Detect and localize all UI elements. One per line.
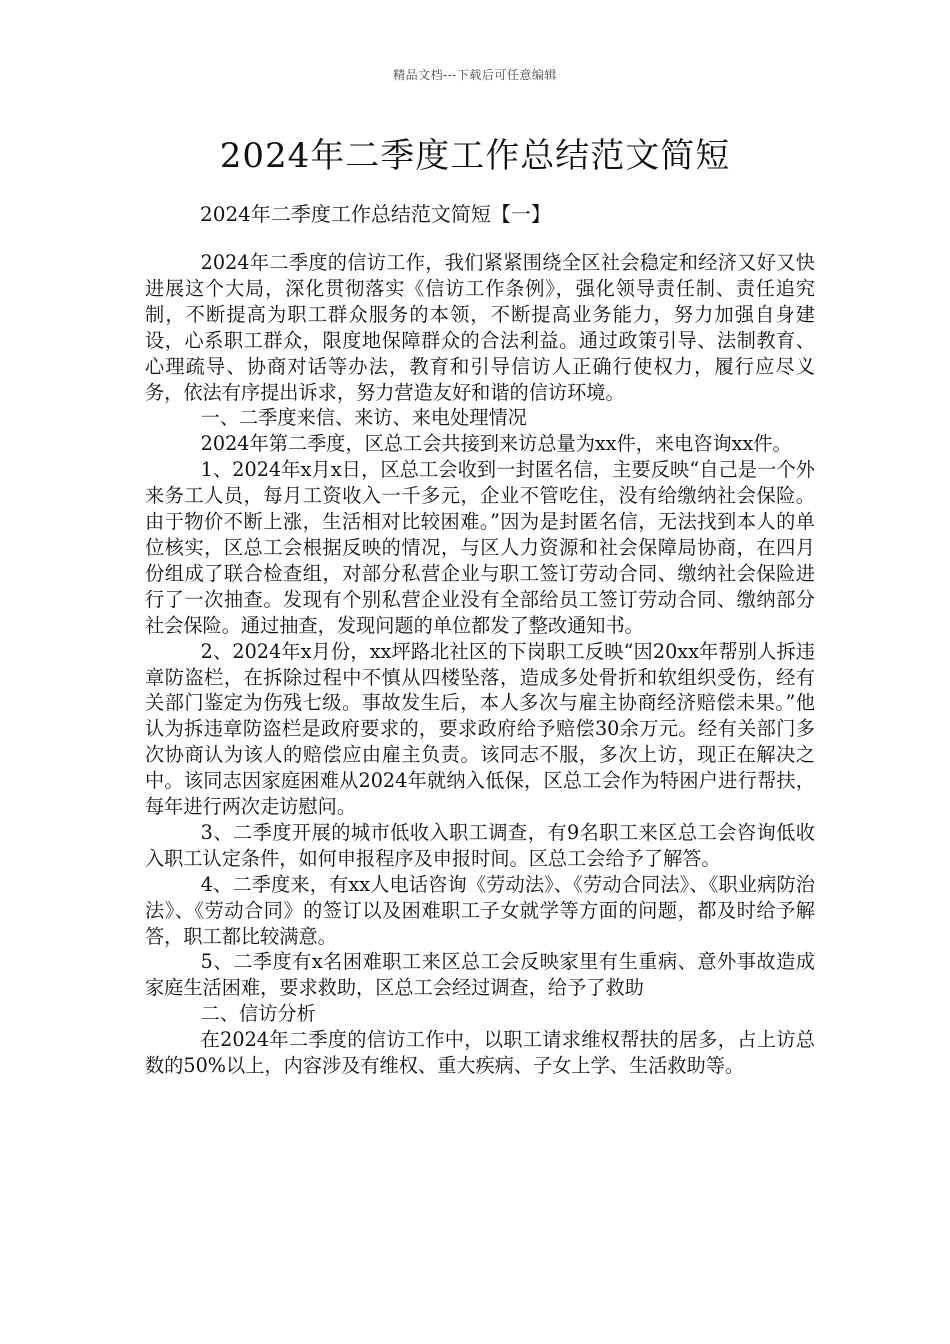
intro-paragraph: 2024年二季度的信访工作，我们紧紧围绕全区社会稳定和经济又好又快进展这个大局，深化贯彻落实《信访工作条例》，强化领导责任制、责任追究制，不断提高为职工群众服务的本领，不断提高业务能力，努力加强自身建设，心系职工群众，限度地保障群众的合法利益。通过政策引导、法制教育、心理疏导、协商对话等办法，教育和引导信访人正确行使权力，履行应尽义务，依法有序提出诉求，努力营造友好和谐的信访环境。 — [145, 251, 815, 404]
paragraph-analysis: 在2024年二季度的信访工作中，以职工请求维权帮扶的居多，占上访总数的50%以上，内容涉及有维权、重大疾病、子女上学、生活救助等。 — [145, 1028, 815, 1078]
page-title: 2024年二季度工作总结范文简短 — [219, 136, 731, 176]
paragraph-item-2: 2、2024年x月份，xx坪路北社区的下岗职工反映“因20xx年帮别人拆违章防盗栏，在拆除过程中不慎从四楼坠落，造成多处骨折和软组织受伤，经有关部门鉴定为伤残七级。事故发生后，本人多次与雇主协商经济赔偿未果。”他认为拆违章防盗栏是政府要求的，要求政府给予赔偿30余万元。经有关部门多次协商认为该人的赔偿应由雇主负责。该同志不服，多次上访，现正在解决之中。该同志因家庭困难从2024年就纳入低保，区总工会作为特困户进行帮扶，每年进行两次走访慰问。 — [145, 639, 815, 819]
paragraph-item-1: 1、2024年x月x日，区总工会收到一封匿名信，主要反映“自己是一个外来务工人员，每月工资收入一千多元，企业不管吃住，没有给缴纳社会保险。由于物价不断上涨，生活相对比较困难。”因为是封匿名信，无法找到本人的单位核实，区总工会根据反映的情况，与区人力资源和社会保障局协商，在四月份组成了联合检查组，对部分私营企业与职工签订劳动合同、缴纳社会保险进行了一次抽查。发现有个别私营企业没有全部给员工签订劳动合同、缴纳部分社会保险。通过抽查，发现问题的单位都发了整改通知书。 — [145, 458, 815, 637]
header-note: 精品文档---下载后可任意编辑 — [393, 68, 557, 82]
section-heading: 2024年二季度工作总结范文简短【一】 — [200, 202, 551, 226]
paragraph-item-4: 4、二季度来，有xx人电话咨询《劳动法》、《劳动合同法》、《职业病防治法》、《劳动合同》的签订以及困难职工子女就学等方面的问题，都及时给予解答，职工都比较满意。 — [145, 872, 815, 948]
paragraph-total: 2024年第二季度，区总工会共接到来访总量为xx件，来电咨询xx件。 — [200, 432, 792, 456]
subheading-handling: 一、二季度来信、来访、来电处理情况 — [200, 406, 527, 430]
paragraph-item-5: 5、二季度有x名困难职工来区总工会反映家里有生重病、意外事故造成家庭生活困难，要求救助，区总工会经过调查，给予了救助 — [145, 950, 815, 1000]
subheading-analysis: 二、信访分析 — [200, 1002, 316, 1026]
paragraph-item-3: 3、二季度开展的城市低收入职工调查，有9名职工来区总工会咨询低收入职工认定条件，如何申报程序及申报时间。区总工会给予了解答。 — [145, 820, 815, 870]
document-body — [145, 250, 815, 1079]
